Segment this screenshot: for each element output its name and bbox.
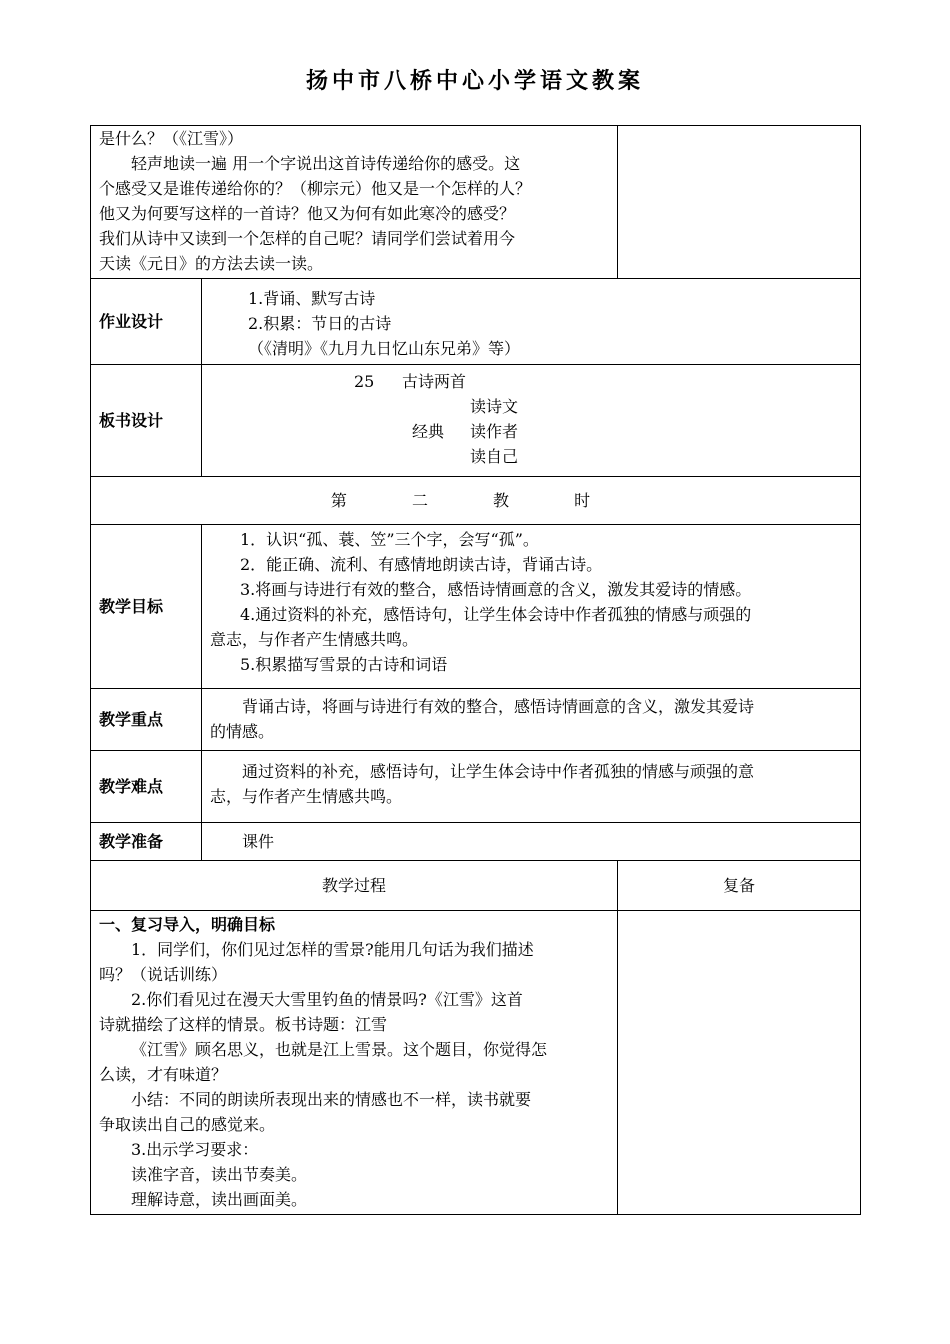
- preparation-value: 课件: [242, 832, 275, 851]
- objectives-label: 教学目标: [91, 525, 202, 689]
- process-line: 2.你们看见过在漫天大雪里钓鱼的情景吗?《江雪》这首: [131, 990, 523, 1009]
- process-line: 小结：不同的朗读所表现出来的情感也不一样，读书就要: [131, 1090, 532, 1109]
- page-title: 扬中市八桥中心小学语文教案: [305, 68, 644, 94]
- process-header-left: 教学过程: [91, 861, 618, 911]
- keypoints-label: 教学重点: [91, 689, 202, 751]
- objective-line: 2．能正确、流利、有感情地朗读古诗，背诵古诗。: [240, 555, 603, 574]
- keypoints-line: 的情感。: [210, 722, 275, 741]
- session-title: 第 二 教 时: [330, 491, 621, 510]
- board-design: [202, 365, 860, 475]
- difficulties-line: 志，与作者产生情感共鸣。: [210, 787, 403, 806]
- board-left-label: 经典: [412, 422, 445, 441]
- homework-line: 1.背诵、默写古诗: [248, 289, 376, 308]
- process-line: 争取读出自己的感觉来。: [99, 1115, 276, 1134]
- objective-line: 5.积累描写雪景的古诗和词语: [240, 655, 448, 674]
- objective-line: 4.通过资料的补充，感悟诗句，让学生体会诗中作者孤独的情感与顽强的: [240, 605, 752, 624]
- process-section-title: 一、复习导入，明确目标: [99, 915, 276, 934]
- difficulties-row: [91, 751, 861, 823]
- board-label: 板书设计: [91, 365, 202, 477]
- keypoints-line: 背诵古诗，将画与诗进行有效的整合，感悟诗情画意的含义，激发其爱诗: [242, 697, 755, 716]
- lesson-plan-table: [90, 125, 861, 1215]
- process-line: 1．同学们，你们见过怎样的雪景?能用几句话为我们描述: [131, 940, 534, 959]
- homework-row: [91, 279, 861, 365]
- process-line: 理解诗意，读出画面美。: [131, 1190, 308, 1209]
- board-lesson-number: 25: [354, 372, 375, 391]
- homework-line: （《清明》《九月九日忆山东兄弟》等）: [248, 339, 521, 358]
- session-row: [91, 477, 861, 525]
- homework-line: 2.积累：节日的古诗: [248, 314, 392, 333]
- homework-label: 作业设计: [91, 279, 202, 365]
- intro-line: 个感受又是谁传递给你的？（柳宗元）他又是一个怎样的人？: [99, 179, 532, 198]
- process-line: 3.出示学习要求：: [131, 1140, 259, 1159]
- process-header-row: [91, 861, 861, 911]
- intro-row: [91, 126, 861, 279]
- intro-line: 我们从诗中又读到一个怎样的自己呢？请同学们尝试着用今: [99, 229, 516, 248]
- process-line: 么读，才有味道？: [99, 1065, 228, 1084]
- intro-line: 是什么？（《江雪》）: [99, 129, 244, 148]
- intro-line: 轻声地读一遍 用一个字说出这首诗传递给你的感受。这: [131, 154, 521, 173]
- preparation-row: [91, 823, 861, 861]
- process-line: 读准字音，读出节奏美。: [131, 1165, 308, 1184]
- objective-line: 1．认识“孤、蓑、笠”三个字，会写“孤”。: [240, 530, 539, 549]
- board-item: 读诗文: [470, 397, 519, 416]
- process-line: 吗？（说话训练）: [99, 965, 228, 984]
- preparation-label: 教学准备: [91, 823, 202, 861]
- board-item: 读作者: [470, 422, 519, 441]
- process-line: 《江雪》顾名思义，也就是江上雪景。这个题目，你觉得怎: [131, 1040, 548, 1059]
- keypoints-row: [91, 689, 861, 751]
- process-body-row: [91, 911, 861, 1215]
- objective-line: 意志，与作者产生情感共鸣。: [210, 630, 419, 649]
- board-row: [91, 365, 861, 477]
- process-notes-cell: [618, 911, 861, 1215]
- objectives-row: [91, 525, 861, 689]
- intro-notes-cell: [618, 126, 861, 279]
- process-header-right: 复备: [618, 861, 861, 911]
- intro-line: 天读《元日》的方法去读一读。: [99, 254, 324, 273]
- process-line: 诗就描绘了这样的情景。板书诗题：江雪: [99, 1015, 388, 1034]
- board-heading: 古诗两首: [402, 372, 467, 391]
- intro-line: 他又为何要写这样的一首诗？他又为何有如此寒冷的感受？: [99, 204, 516, 223]
- difficulties-label: 教学难点: [91, 751, 202, 823]
- objective-line: 3.将画与诗进行有效的整合，感悟诗情画意的含义，激发其爱诗的情感。: [240, 580, 752, 599]
- difficulties-line: 通过资料的补充，感悟诗句，让学生体会诗中作者孤独的情感与顽强的意: [242, 762, 755, 781]
- board-item: 读自己: [470, 447, 519, 466]
